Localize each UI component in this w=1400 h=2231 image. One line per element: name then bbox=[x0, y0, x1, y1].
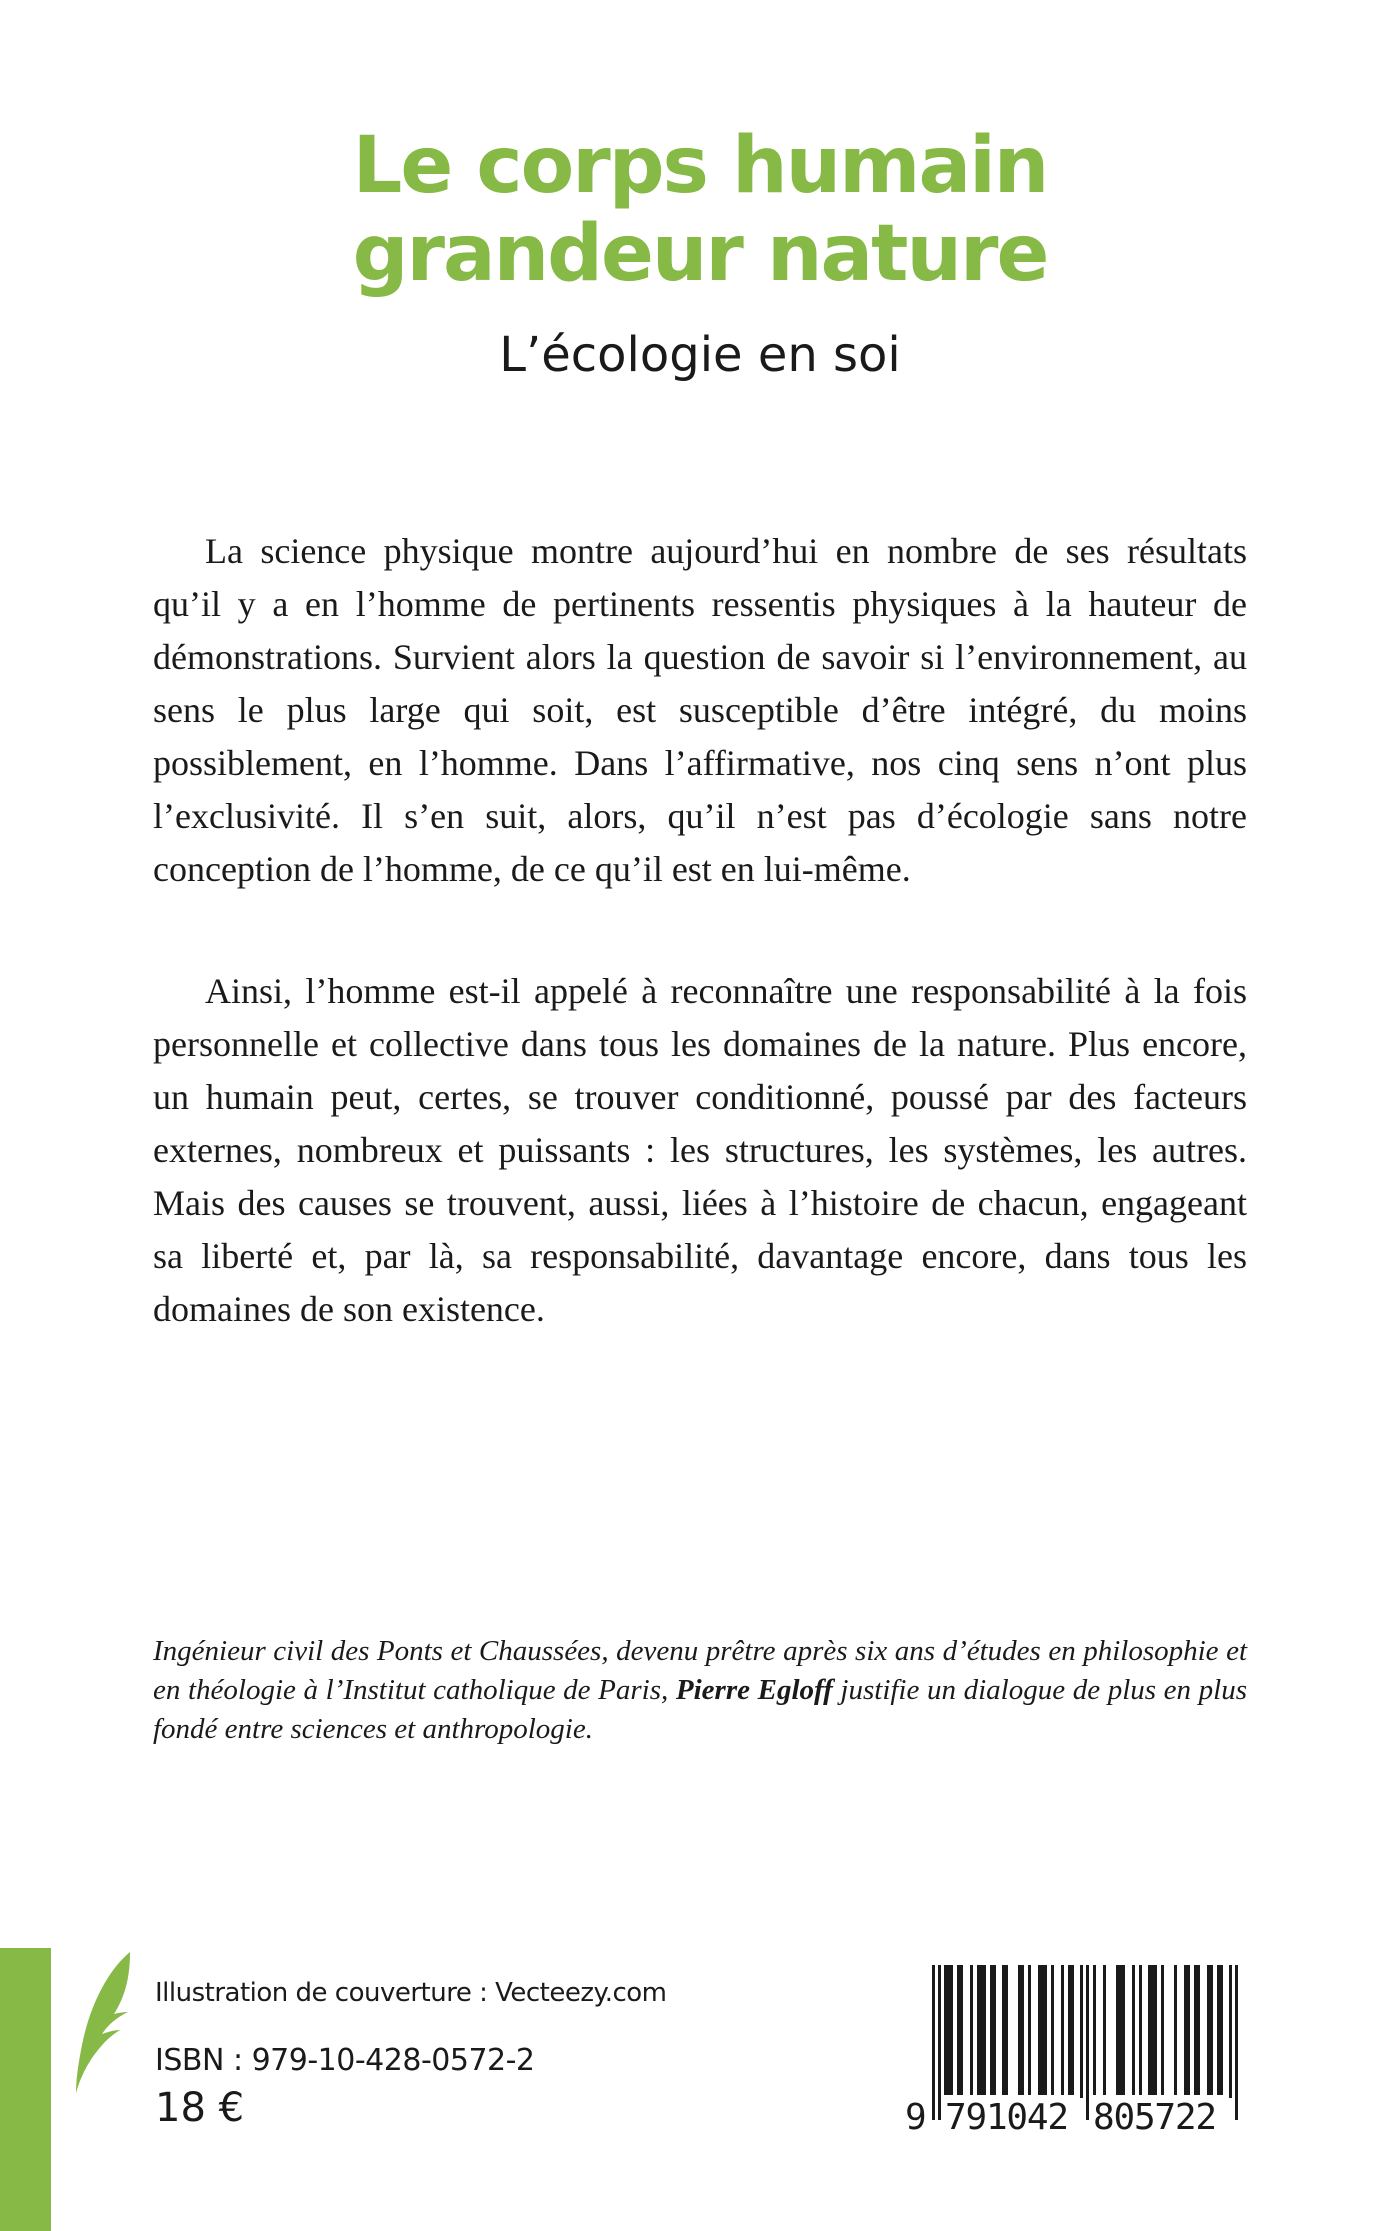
price: 18 € bbox=[155, 2085, 245, 2131]
book-title-line-1: Le corps humain bbox=[352, 121, 1048, 211]
author-bio-outro: justifie un dialogue de plus en plus fondé entre sciences et anthropologie. bbox=[153, 1674, 1247, 1745]
feather-icon bbox=[68, 1950, 138, 2095]
blurb-text: Ainsi, l’homme est-il appelé à reconnaître une responsabilité à la fois personnelle et collective dans tous les domaines de la nature. Plus encore, un humain peut, certes, se trouver conditionné, poussé par des facteurs externes, nombreux et puissants : les structures, les systèmes, les autres. Mais des causes se trouvent, aussi, liées à l’histoire de chacun, engageant sa liberté et, par là, sa responsabilité, davantage encore, dans tous les domaines de son existence. bbox=[153, 971, 1247, 1329]
spine-accent-bar bbox=[0, 1948, 51, 2231]
author-name: Pierre Egloff bbox=[675, 1674, 833, 1706]
isbn-number: ISBN : 979-10-428-0572-2 bbox=[155, 2043, 535, 2078]
blurb-text: La science physique montre aujourd’hui en nombre de ses résultats qu’il y a en l’homme de pertinents ressentis physiques à la hauteur de démonstrations. Survient alors la question de savoir si l’environnement, au sens le plus large qui soit, est susceptible d’être intégré, du moins possiblement, en l’homme. Dans l’affirmative, nos cinq sens n’ont plus l’exclusivité. Il s’en suit, alors, qu’il n’est pas d’écologie sans notre conception de l’homme, de ce qu’il est en lui-même. bbox=[153, 531, 1247, 889]
barcode-digit-prefix: 9 bbox=[905, 2097, 927, 2138]
blurb-paragraph-2 bbox=[153, 965, 1247, 1336]
author-bio-intro: Ingénieur civil des Ponts et Chaussées, devenu prêtre après six ans d’études en philosophie et en théologie à l’Institut catholique de Paris, bbox=[153, 1635, 1247, 1706]
barcode-digits-right: 805722 bbox=[1093, 2098, 1233, 2138]
barcode-digits-left: 791042 bbox=[945, 2098, 1085, 2138]
cover-illustration-credit: Illustration de couverture : Vecteezy.com bbox=[155, 1978, 667, 2008]
book-subtitle: L’écologie en soi bbox=[499, 327, 901, 383]
book-title-line-2: grandeur nature bbox=[352, 209, 1048, 299]
author-bio bbox=[153, 1632, 1247, 1749]
blurb-paragraph-1 bbox=[153, 525, 1247, 896]
